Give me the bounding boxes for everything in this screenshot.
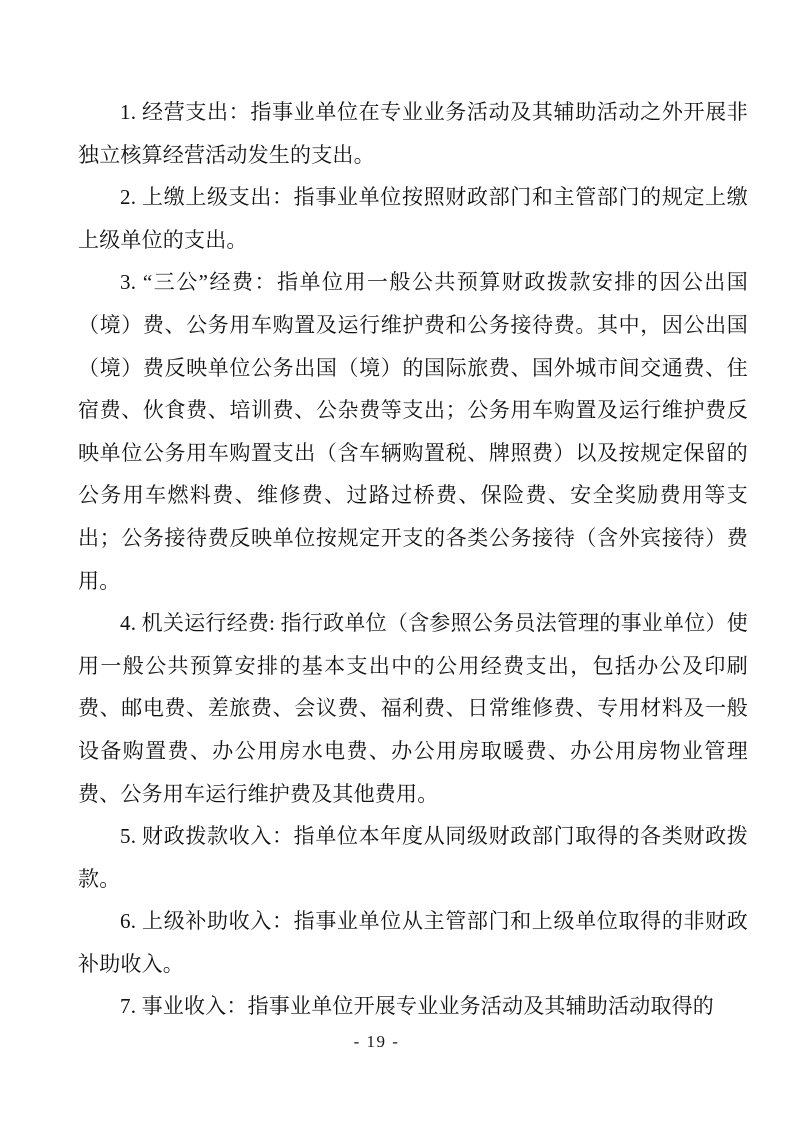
- para-superior-subsidy-income: 6. 上级补助收入：指事业单位从主管部门和上级单位取得的非财政补助收入。: [78, 909, 748, 976]
- para-three-public-funds: 3. “三公”经费：指单位用一般公共预算财政拨款安排的因公出国（境）费、公务用车购置及运行维护费和公务接待费。其中，因公出国（境）费反映单位公务出国（境）的国际旅费、国外城市间交通费、住宿费、伙食费、培训费、公杂费等支出；公务用车购置及运行维护费反映单位公务用车购置支出（含车辆购置税、牌照费）以及按规定保留的公务用车燃料费、维修费、过路过桥费、保险费、安全奖励费用等支出；公务接待费反映单位按规定开支的各类公务接待（含外宾接待）费用。: [78, 270, 748, 593]
- page-number: - 19 -: [353, 1032, 400, 1051]
- para-agency-operation-funds: 4. 机关运行经费: 指行政单位（含参照公务员法管理的事业单位）使用一般公共预算安排的基本支出中的公用经费支出，包括办公及印刷费、邮电费、差旅费、会议费、福利费、日常维修费、专用材料及一般设备购置费、办公用房水电费、办公用房取暖费、办公用房物业管理费、公务用车运行维护费及其他费用。: [78, 611, 748, 806]
- para-payment-to-superior: 2. 上缴上级支出：指事业单位按照财政部门和主管部门的规定上缴上级单位的支出。: [78, 185, 748, 252]
- para-fiscal-appropriation-income: 5. 财政拨款收入：指单位本年度从同级财政部门取得的各类财政拨款。: [78, 824, 748, 891]
- para-operational-income: 7. 事业收入：指事业单位开展专业业务活动及其辅助活动取得的: [120, 994, 714, 1019]
- para-operating-expenditure: 1. 经营支出：指事业单位在专业业务活动及其辅助活动之外开展非独立核算经营活动发生的支出。: [78, 100, 748, 167]
- document-body: [78, 91, 748, 1028]
